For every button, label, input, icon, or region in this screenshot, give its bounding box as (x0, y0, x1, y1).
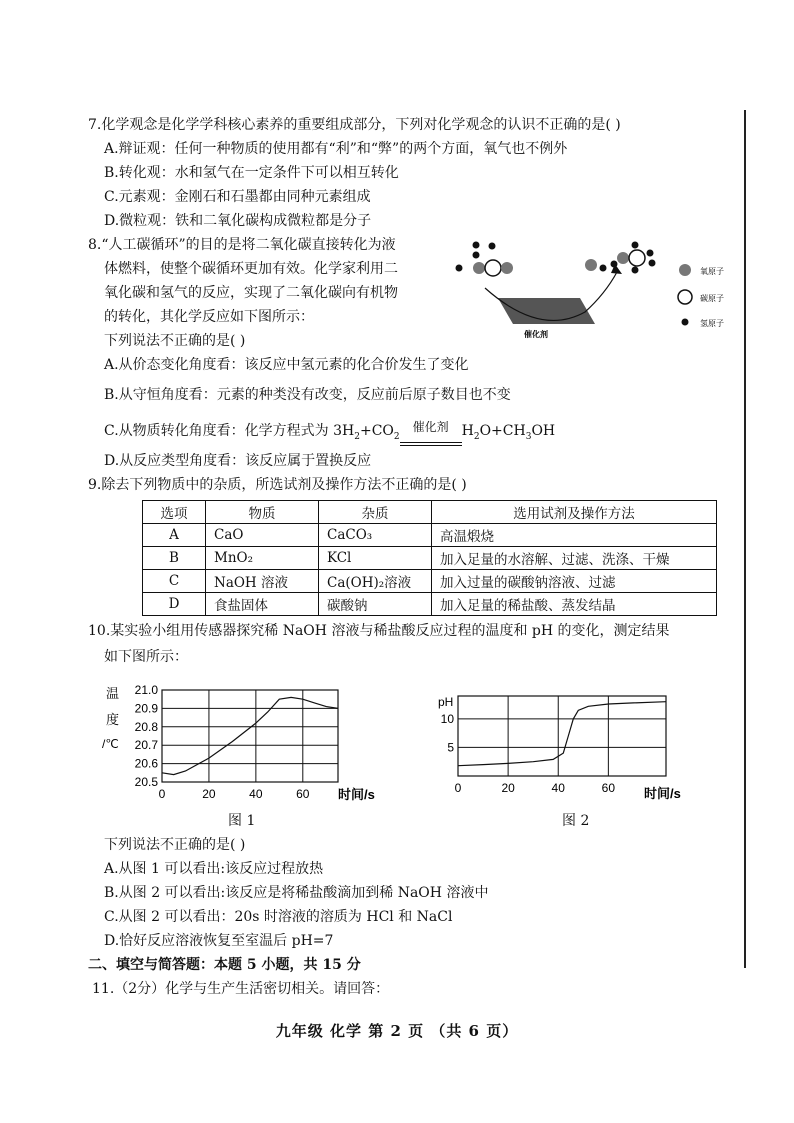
y-tick-label: 20.8 (134, 719, 158, 734)
y-tick-label: 20.5 (134, 775, 158, 789)
q11-stem: 11.（2分）化学与生产生活密切相关。请回答： (92, 981, 390, 997)
table-cell: MnO₂ (206, 547, 319, 570)
y-axis-label: pH (438, 695, 454, 709)
table-header: 选用试剂及操作方法 (432, 501, 717, 524)
q7-option-a: A.辩证观：任何一种物质的使用都有“利”和“弊”的两个方面，氧气也不例外 (104, 141, 568, 157)
reaction-diagram (445, 232, 745, 350)
hydrogen-atom-icon (682, 319, 689, 326)
figure-2-caption: 图 2 (562, 813, 590, 829)
table-cell: Ca(OH)₂溶液 (319, 570, 432, 593)
q9-stem: 9.除去下列物质中的杂质，所选试剂及操作方法不正确的是( ) (88, 477, 467, 493)
y-tick-label: 20.6 (134, 756, 158, 771)
table-cell: 碳酸钠 (319, 593, 432, 616)
x-axis-label: 时间/s (644, 786, 681, 801)
oxygen-atom-icon (679, 264, 691, 276)
legend-hydrogen: 氢原子 (700, 319, 724, 328)
q8-stem-line3: 氧化碳和氢气的反应，实现了二氧化碳向有机物 (104, 285, 398, 301)
legend-carbon: 碳原子 (700, 294, 724, 303)
section-title: 二、填空与简答题：本题 5 小题，共 15 分 (88, 957, 361, 973)
x-tick-label: 20 (501, 781, 515, 795)
catalyst-label: 催化剂 (524, 330, 548, 339)
q10-option-c: C.从图 2 可以看出：20s 时溶液的溶质为 HCl 和 NaCl (104, 909, 453, 925)
table-row (143, 570, 717, 593)
q7-option-d: D.微粒观：铁和二氧化碳构成微粒都是分子 (104, 213, 372, 229)
table-cell: B (143, 547, 206, 570)
table-cell: 高温煅烧 (432, 524, 717, 547)
q10-stem-line1: 10.某实验小组用传感器探究稀 NaOH 溶液与稀盐酸反应过程的温度和 pH 的变化，测定结果 (88, 623, 670, 639)
y-label-char: 度 (106, 712, 120, 727)
q10-stem-line2: 如下图所示： (104, 649, 188, 665)
series-line (162, 697, 338, 774)
carbon-atom-icon (678, 290, 692, 304)
q10-option-b: B.从图 2 可以看出:该反应是将稀盐酸滴加到稀 NaOH 溶液中 (104, 885, 489, 901)
q7-option-b: B.转化观：水和氢气在一定条件下可以相互转化 (104, 165, 399, 181)
table-cell: CaO (206, 524, 319, 547)
x-tick-label: 60 (296, 787, 310, 801)
table-row (143, 547, 717, 570)
q10-option-d: D.恰好反应溶液恢复至室温后 pH=7 (104, 933, 334, 949)
x-tick-label: 0 (454, 781, 462, 795)
figure-1-caption: 图 1 (228, 813, 256, 829)
table-cell: CaCO₃ (319, 524, 432, 547)
q7-option-c: C.元素观：金刚石和石墨都由同种元素组成 (104, 189, 371, 205)
product-molecules-icon (585, 242, 656, 274)
table-cell: A (143, 524, 206, 547)
table-header-row (143, 501, 717, 524)
page-footer: 九年级 化学 第 2 页 （共 6 页） (275, 1022, 519, 1040)
temperature-chart (100, 678, 400, 812)
y-label-unit: /℃ (102, 737, 119, 751)
q8-prompt: 下列说法不正确的是( ) (104, 333, 246, 349)
q9-table (142, 500, 717, 616)
x-tick-label: 60 (601, 781, 616, 795)
y-tick-label: 21.0 (134, 683, 158, 697)
q8-option-a: A.从价态变化角度看：该反应中氢元素的化合价发生了变化 (104, 357, 469, 373)
y-tick-label: 5 (447, 740, 454, 755)
table-cell: 加入足量的水溶解、过滤、洗涤、干燥 (432, 547, 717, 570)
q8-stem-line4: 的转化，其化学反应如下图所示： (104, 309, 314, 325)
catalyst-equation-arrow: 催化剂 (400, 434, 462, 446)
table-header: 物质 (206, 501, 319, 524)
table-cell: NaOH 溶液 (206, 570, 319, 593)
legend-oxygen: 氧原子 (700, 267, 724, 276)
q8-stem-line1: 8.“人工碳循环”的目的是将二氧化碳直接转化为液 (88, 237, 396, 253)
ph-chart (430, 678, 730, 812)
table-cell: 食盐固体 (206, 593, 319, 616)
q10-option-a: A.从图 1 可以看出:该反应过程放热 (104, 861, 324, 877)
x-tick-label: 40 (249, 787, 263, 801)
table-row (143, 524, 717, 547)
plot-frame (162, 690, 338, 782)
y-tick-label: 20.7 (134, 738, 158, 753)
q7-stem: 7.化学观念是化学学科核心素养的重要组成部分，下列对化学观念的认识不正确的是( ) (88, 117, 621, 133)
table-header: 杂质 (319, 501, 432, 524)
x-tick-label: 20 (202, 787, 216, 801)
y-label-char: 温 (106, 686, 120, 701)
q8-stem-line2: 体燃料，使整个碳循环更加有效。化学家利用二 (104, 261, 398, 277)
y-tick-label: 20.9 (134, 701, 158, 716)
x-tick-label: 0 (158, 787, 166, 801)
table-cell: C (143, 570, 206, 593)
table-header: 选项 (143, 501, 206, 524)
series-line (458, 702, 666, 766)
table-cell: KCl (319, 547, 432, 570)
q8-option-d: D.从反应类型角度看：该反应属于置换反应 (104, 453, 372, 469)
table-cell: D (143, 593, 206, 616)
x-axis-label: 时间/s (338, 787, 375, 802)
q8-option-c: C.从物质转化角度看：化学方程式为 $3H_2+CO_2$ 催化剂 $H_2O+CH_3OH$ (104, 422, 555, 446)
co2-molecule-icon (456, 242, 514, 277)
x-tick-label: 40 (551, 781, 565, 795)
y-tick-label: 10 (440, 711, 454, 726)
table-cell: 加入足量的稀盐酸、蒸发结晶 (432, 593, 717, 616)
table-row (143, 593, 717, 616)
q10-prompt: 下列说法不正确的是( ) (104, 837, 246, 853)
q8-option-b: B.从守恒角度看：元素的种类没有改变，反应前后原子数目也不变 (104, 387, 511, 403)
table-cell: 加入过量的碳酸钠溶液、过滤 (432, 570, 717, 593)
